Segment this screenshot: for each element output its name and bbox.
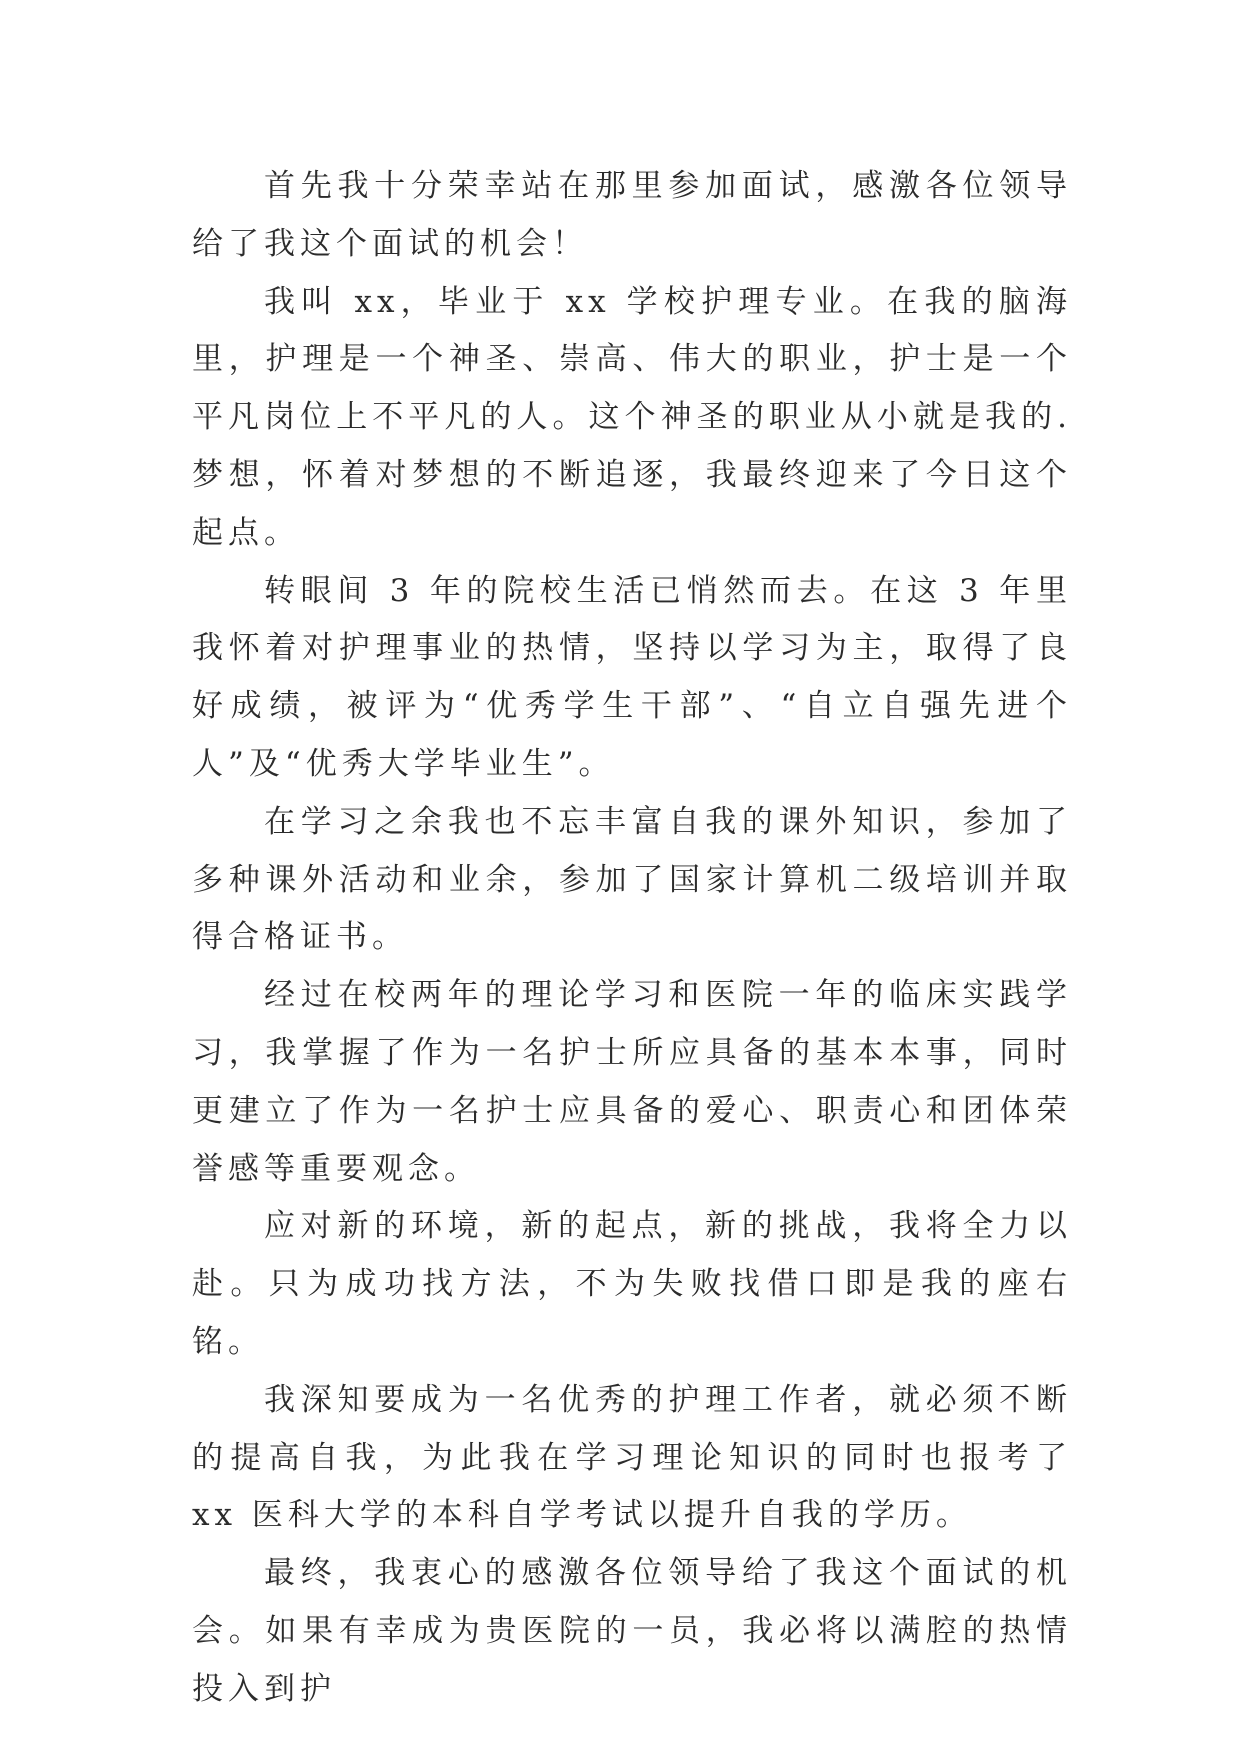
paragraph: 最终，我衷心的感激各位领导给了我这个面试的机会。如果有幸成为贵医院的一员，我必将以满腔的热情投入到护	[192, 1555, 1072, 1707]
paragraph: 应对新的环境，新的起点，新的挑战，我将全力以赴。只为成功找方法，不为失败找借口即是我的座右铭。	[192, 1208, 1072, 1360]
document-body	[192, 158, 1072, 1719]
paragraph: 我叫 xx，毕业于 xx 学校护理专业。在我的脑海里，护理是一个神圣、崇高、伟大的职业，护士是一个平凡岗位上不平凡的人。这个神圣的职业从小就是我的.梦想，怀着对梦想的不断追逐，我最终迎来了今日这个起点。	[192, 283, 1072, 551]
paragraph: 我深知要成为一名优秀的护理工作者，就必须不断的提高自我，为此我在学习理论知识的同时也报考了 xx 医科大学的本科自学考试以提升自我的学历。	[192, 1381, 1072, 1534]
paragraph: 在学习之余我也不忘丰富自我的课外知识，参加了多种课外活动和业余，参加了国家计算机二级培训并取得合格证书。	[192, 803, 1072, 956]
paragraph: 经过在校两年的理论学习和医院一年的临床实践学习，我掌握了作为一名护士所应具备的基本本事，同时更建立了作为一名护士应具备的爱心、职责心和团体荣誉感等重要观念。	[192, 977, 1072, 1187]
paragraph: 转眼间 3 年的院校生活已悄然而去。在这 3 年里我怀着对护理事业的热情，坚持以学习为主，取得了良好成绩，被评为“优秀学生干部”、“自立自强先进个人”及“优秀大学毕业生”。	[192, 572, 1072, 782]
paragraph: 首先我十分荣幸站在那里参加面试，感激各位领导给了我这个面试的机会！	[192, 168, 1072, 262]
